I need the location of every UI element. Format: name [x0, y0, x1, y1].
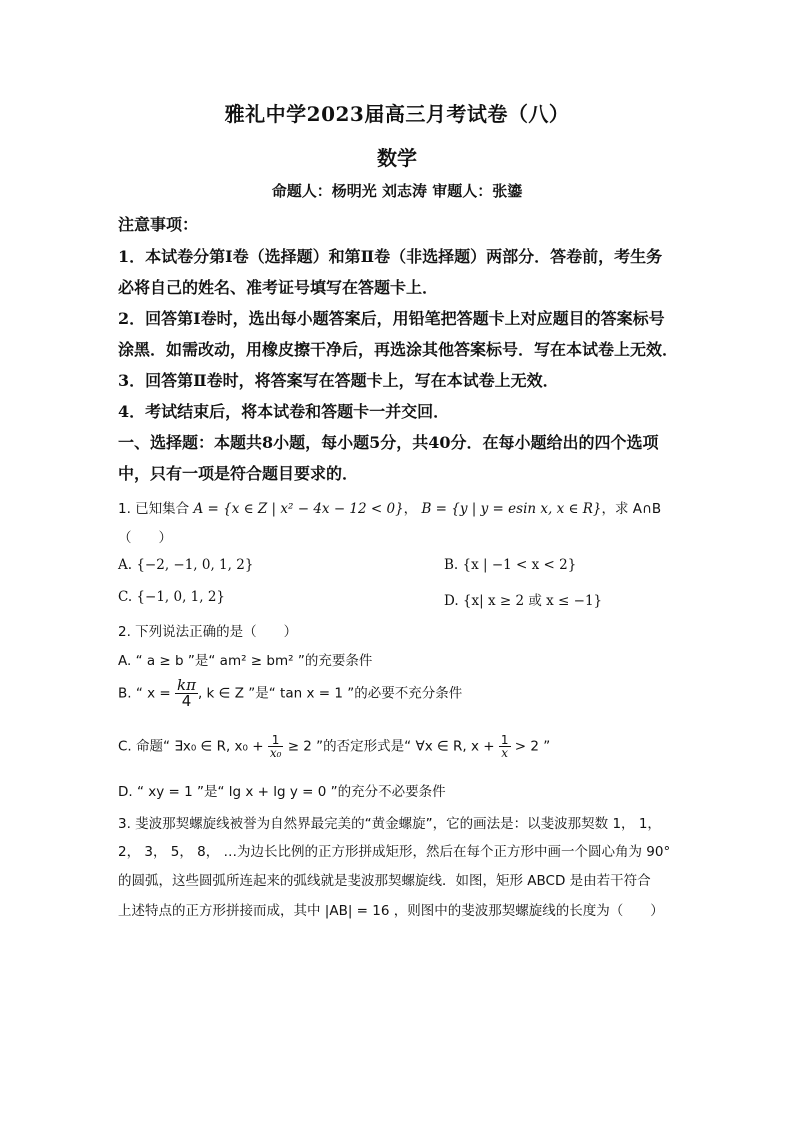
q1-option-b: B. {x | −1 < x < 2}	[444, 557, 577, 573]
notice-item: 涂黑．如需改动，用橡皮擦干净后，再选涂其他答案标号．写在本试卷上无效．	[118, 340, 679, 359]
q2-c-mid: ≥ 2 ”的否定形式是“ ∀x ∈ R, x +	[283, 738, 499, 755]
q1-option-d: D. {x| x ≥ 2 或 x ≤ −1}	[444, 593, 603, 609]
notice-item: 3．回答第Ⅱ卷时，将答案写在答题卡上，写在本试卷上无效．	[118, 371, 559, 390]
section-heading-cont: 中，只有一项是符合题目要求的．	[118, 464, 359, 483]
q1-option-c: C. {−1, 0, 1, 2}	[118, 589, 226, 605]
q2-c-den-2: x	[501, 746, 509, 760]
q2-b-pre: B. “ x =	[118, 685, 176, 702]
exam-title: 雅礼中学2023届高三月考试卷（八）	[224, 102, 570, 126]
notice-item: 1．本试卷分第Ⅰ卷（选择题）和第Ⅱ卷（非选择题）两部分．答卷前，考生务	[118, 247, 663, 266]
authors-line: 命题人：杨明光 刘志涛 审题人：张鎏	[271, 182, 523, 200]
section-heading: 一、选择题：本题共8小题，每小题5分，共40分．在每小题给出的四个选项	[118, 433, 659, 452]
q2-c-pre: C. 命题“ ∃x₀ ∈ R, x₀ +	[118, 738, 268, 755]
q1-set-b: B = {y | y = esin x, x ∈ R}	[421, 501, 602, 517]
notice-item: 必将自己的姓名、准考证号填写在答题卡上．	[118, 278, 439, 297]
q1-set-a: A = {x ∈ Z | x² − 4x − 12 < 0}	[193, 501, 404, 517]
question-1-stem	[118, 497, 688, 517]
q2-b-denominator: 4	[181, 692, 192, 710]
notice-item: 2．回答第Ⅰ卷时，选出每小题答案后，用铅笔把答题卡上对应题目的答案标号	[118, 309, 665, 328]
notice-heading: 注意事项：	[118, 215, 199, 234]
subject-title: 数学	[377, 146, 417, 170]
notice-item: 4．考试结束后，将本试卷和答题卡一并交回．	[118, 402, 450, 421]
q2-b-post: , k ∈ Z ”是“ tan x = 1 ”的必要不充分条件	[197, 685, 463, 702]
q2-c-den-1: x₀	[269, 746, 282, 760]
q2-c-fraction-2	[499, 734, 511, 759]
q1-suffix: ，求 A∩B	[601, 501, 662, 517]
q2-b-numerator: kπ	[177, 676, 196, 694]
q2-option-b	[118, 678, 688, 709]
q2-c-post: > 2 ”	[510, 738, 551, 755]
q3-line: 上述特点的正方形拼接而成，其中 |AB| = 16 ，则图中的斐波那契螺旋线的长度为（ ）	[118, 903, 664, 919]
q2-c-fraction-1	[268, 734, 284, 759]
q2-option-c	[118, 734, 688, 759]
q2-c-num-2: 1	[500, 733, 509, 747]
q1-comma: ，	[403, 501, 418, 517]
q3-line: 2， 3， 5， 8， …为边长比例的正方形拼成矩形，然后在每个正方形中画一个圆心角为 90°	[118, 844, 671, 860]
q1-answer-paren: （ ）	[118, 530, 172, 546]
q2-c-num-1: 1	[268, 734, 284, 747]
q1-prefix: 1. 已知集合	[118, 501, 190, 517]
question-2-stem: 2. 下列说法正确的是（ ）	[118, 624, 298, 640]
q2-b-fraction	[175, 678, 198, 709]
q3-line: 的圆弧，这些圆弧所连起来的弧线就是斐波那契螺旋线．如图，矩形 ABCD 是由若干符合	[118, 873, 651, 889]
q2-option-a: A. “ a ≥ b ”是“ am² ≥ bm² ”的充要条件	[118, 653, 373, 669]
q3-line: 3. 斐波那契螺旋线被誉为自然界最完美的“黄金螺旋”，它的画法是：以斐波那契数 1， 1，	[118, 816, 661, 832]
q1-option-a: A. {−2, −1, 0, 1, 2}	[118, 557, 254, 573]
q2-option-d: D. “ xy = 1 ”是“ lg x + lg y = 0 ”的充分不必要条件	[118, 784, 446, 800]
